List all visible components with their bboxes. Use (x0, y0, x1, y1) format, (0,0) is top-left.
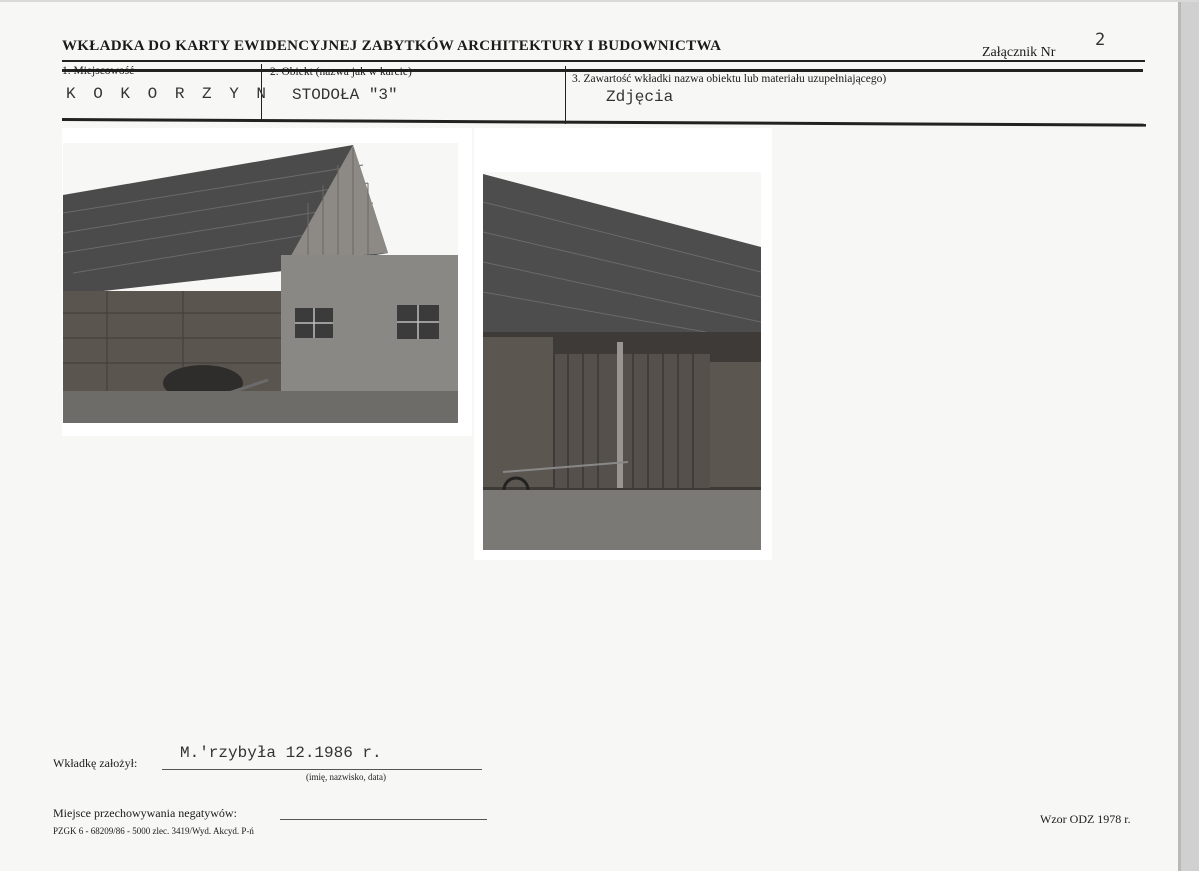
created-by-line (162, 769, 482, 770)
created-by-hint: (imię, nazwisko, data) (306, 772, 386, 782)
form-reference: Wzor ODZ 1978 r. (1040, 812, 1131, 826)
annex-label: Załącznik Nr (982, 45, 1056, 60)
annex-number: 2 (1095, 30, 1106, 50)
header-rule-thick (62, 69, 1143, 72)
photo-barn-side (63, 143, 458, 423)
contents-value: Zdjęcia (606, 88, 674, 106)
photo-barn-gate (483, 172, 761, 550)
contents-label: 3. Zawartość wkładki nazwa obiektu lub materiału uzupełniającego) (572, 73, 887, 85)
object-label: 2. Obiekt (nazwa jak w karcie) (270, 66, 412, 78)
scan-edge (0, 0, 1199, 2)
locality-label: 1. Miejscowość (62, 65, 135, 77)
field-divider-2 (565, 66, 566, 124)
created-by-label: Wkładkę założył: (53, 756, 138, 770)
created-by-value: M.'rzybyła 12.1986 r. (180, 744, 382, 762)
negatives-line (280, 819, 487, 820)
fields-bottom-rule (62, 118, 1146, 127)
form-title: WKŁADKA DO KARTY EWIDENCYJNEJ ZABYTKÓW ARCHITEKTURY I BUDOWNICTWA (62, 38, 722, 54)
locality-value: K O K O R Z Y N (66, 85, 271, 103)
object-value: STODOŁA "3" (292, 86, 398, 104)
print-info: PZGK 6 - 68209/86 - 5000 zlec. 3419/Wyd. Akcyd. P-ń (53, 826, 254, 836)
negatives-label: Miejsce przechowywania negatywów: (53, 806, 237, 820)
header-rule (62, 60, 1145, 62)
